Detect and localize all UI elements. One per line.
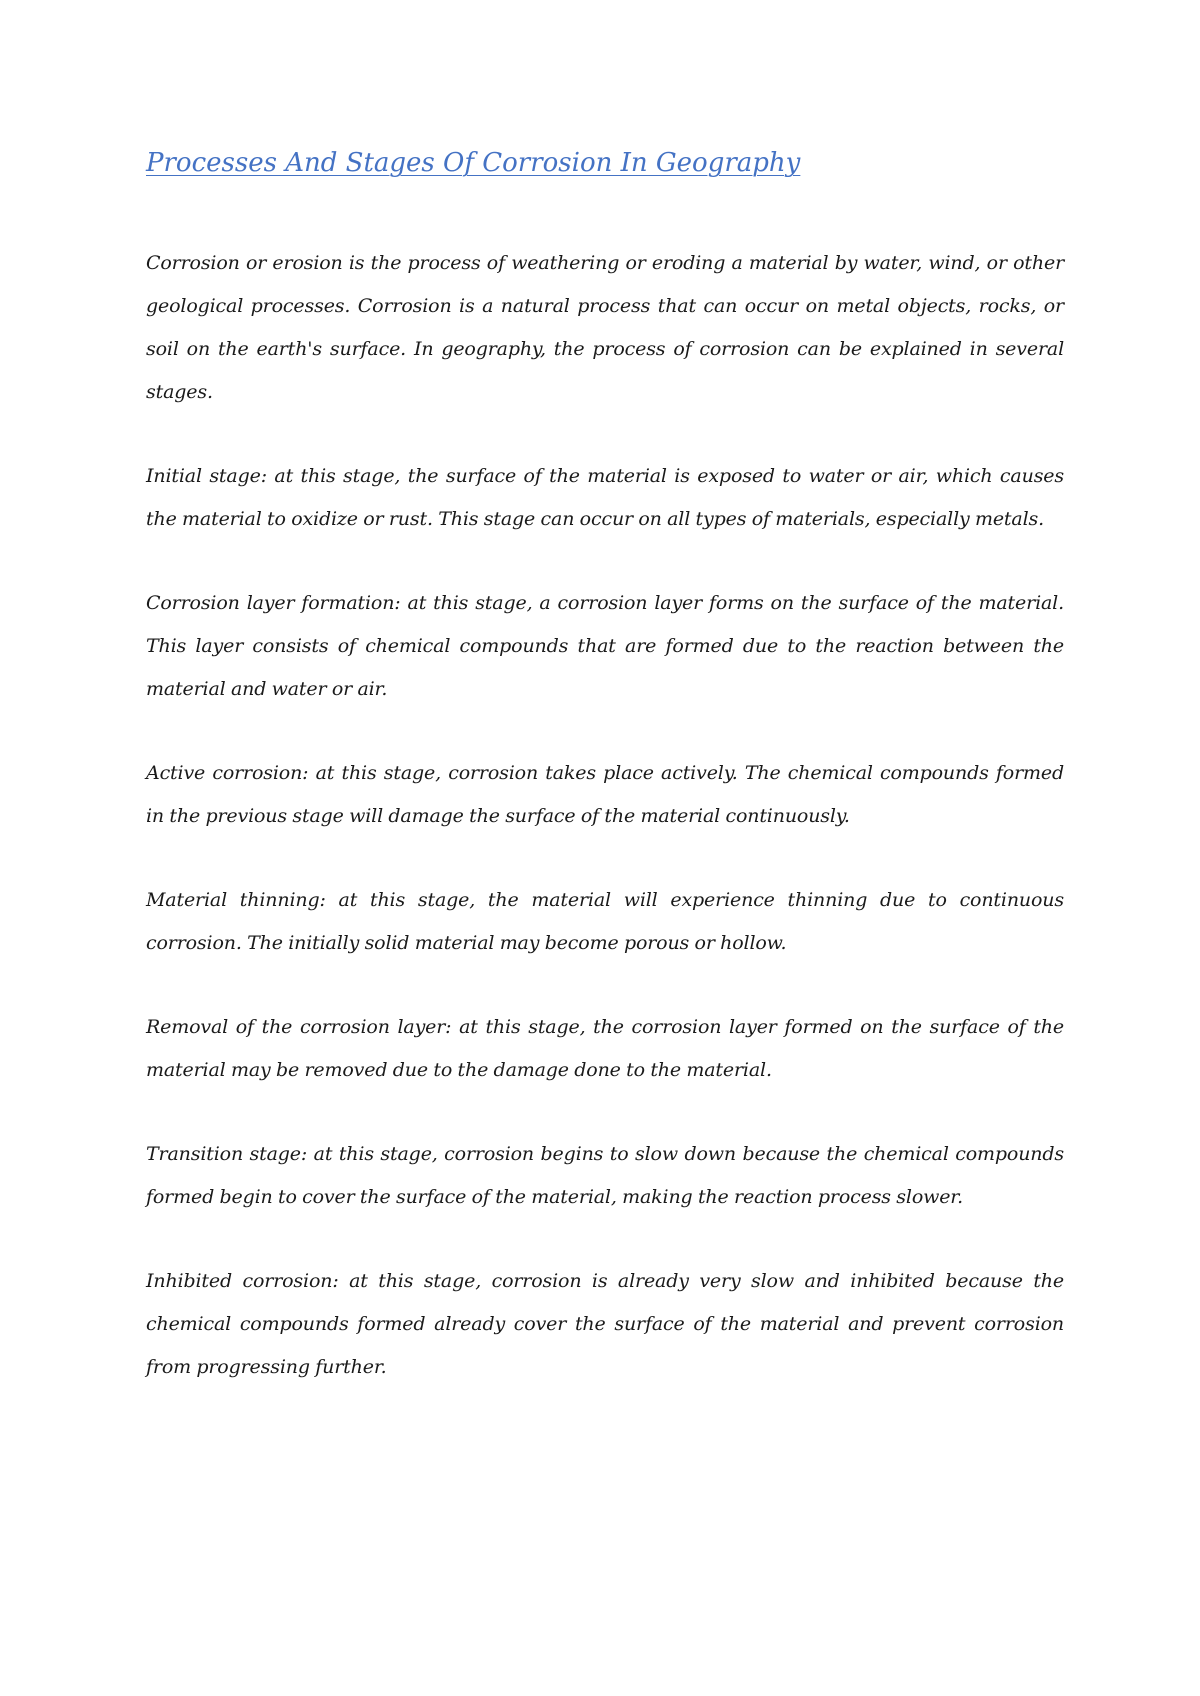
paragraph-inhibited-corrosion: Inhibited corrosion: at this stage, corrosion is already very slow and inhibited because the chemical compounds formed already cover the surface of the material and prevent corrosion from progressing further. [146, 1270, 1064, 1378]
paragraph-active-corrosion: Active corrosion: at this stage, corrosion takes place actively. The chemical compounds formed in the previous stage will damage the surface of the material continuously. [146, 762, 1064, 827]
paragraph-corrosion-layer-formation: Corrosion layer formation: at this stage, a corrosion layer forms on the surface of the material. This layer consists of chemical compounds that are formed due to the reaction between the material and water or air. [146, 592, 1064, 700]
paragraph-initial-stage: Initial stage: at this stage, the surface of the material is exposed to water or air, which causes the material to oxidize or rust. This stage can occur on all types of materials, especially metals. [146, 465, 1064, 530]
paragraph-material-thinning: Material thinning: at this stage, the material will experience thinning due to continuous corrosion. The initially solid material may become porous or hollow. [146, 889, 1064, 954]
document-body [146, 242, 1064, 1389]
paragraph-removal-of-corrosion-layer: Removal of the corrosion layer: at this stage, the corrosion layer formed on the surface of the material may be removed due to the damage done to the material. [146, 1016, 1064, 1081]
document-title[interactable]: Processes And Stages Of Corrosion In Geography [146, 148, 801, 178]
paragraph-intro: Corrosion or erosion is the process of weathering or eroding a material by water, wind, or other geological processes. Corrosion is a natural process that can occur on metal objects, rocks, or soil on the earth's surface. In geography, the process of corrosion can be explained in several stages. [146, 252, 1064, 403]
paragraph-transition-stage: Transition stage: at this stage, corrosion begins to slow down because the chemical compounds formed begin to cover the surface of the material, making the reaction process slower. [146, 1143, 1064, 1208]
